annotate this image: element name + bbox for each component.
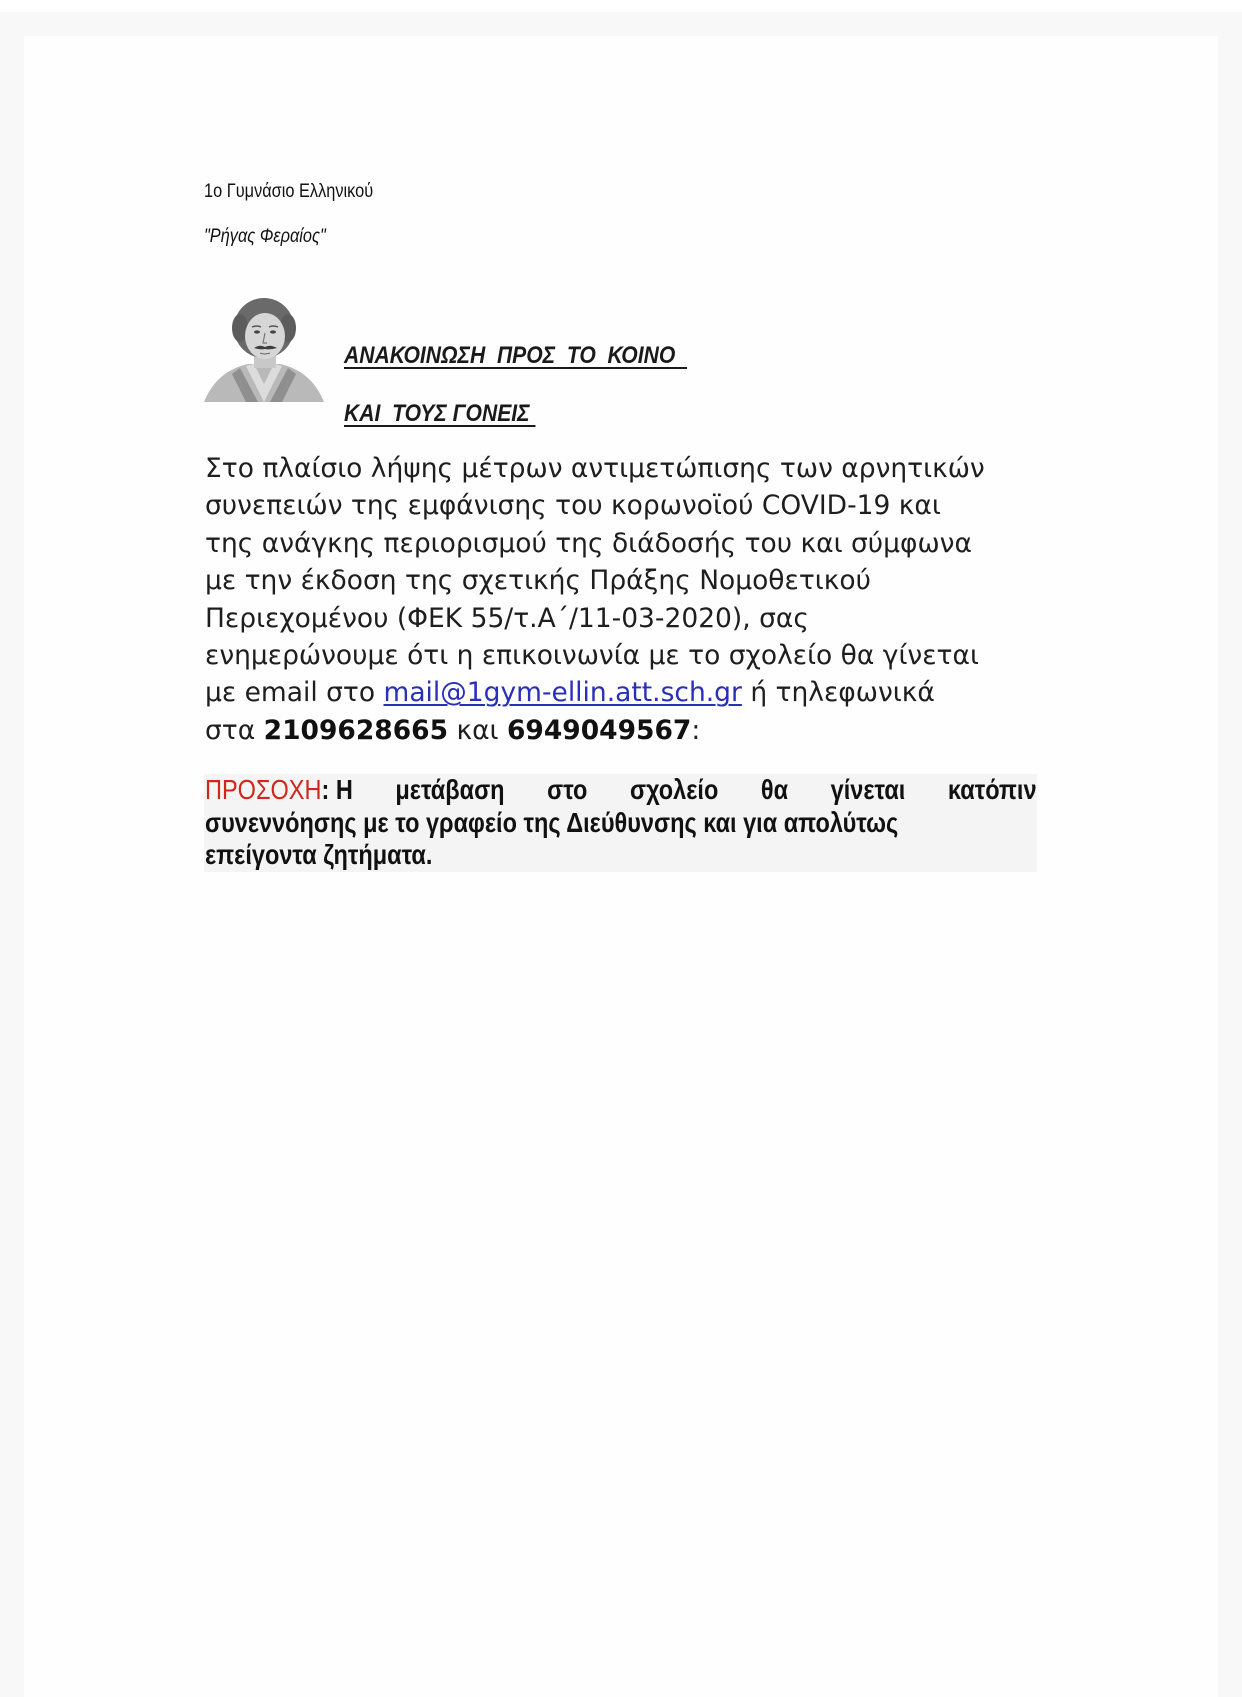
warning-line-2: συνεννόησης με το γραφείο της Διεύθυνσης και για απολύτως [205,806,899,838]
warning-line-1 [205,774,1037,807]
warning-label: ΠΡΟΣΟΧΗ [205,774,322,805]
warning-word: θα [760,774,789,805]
warning-text [205,774,1037,872]
warning-word: σχολείο [630,774,719,805]
warning-word: στο [547,774,588,805]
phones-prefix: στα [205,714,264,746]
phone-number-landline: 2109628665 [263,714,449,746]
school-name: 1ο Γυμνάσιο Ελληνικού [204,181,374,202]
email-link[interactable]: mail@1gym-ellin.att.sch.gr [383,677,742,709]
announcement-title-line-1: ΑΝΑΚΟΙΝΩΣΗ ΠΡΟΣ ΤΟ ΚΟΙΝΟ [344,342,687,369]
body-line: Στο πλαίσιο λήψης μέτρων αντιμετώπισης των αρνητικών [205,453,985,484]
body-line-email [205,674,1025,711]
portrait-engraving-icon [200,294,328,404]
email-suffix: ή τηλεφωνικά [741,677,935,709]
phones-suffix: : [691,714,701,746]
warning-word: μετάβαση [395,774,505,805]
warning-word: κατόπιν [947,774,1037,805]
phone-number-mobile: 6949049567 [506,714,692,746]
viewer-top-strip [0,0,1242,12]
phones-conjunction: και [448,714,507,746]
warning-line-3: επείγοντα ζητήματα. [205,839,433,870]
document-page [24,36,1218,1697]
body-line: της ανάγκης περιορισμού της διάδοσής του και σύμφωνα [205,527,972,559]
announcement-title-line-2: ΚΑΙ ΤΟΥΣ ΓΟΝΕΙΣ [344,400,536,427]
warning-word: γίνεται [830,774,906,805]
warning-word: : Η [321,774,353,805]
body-line: με την έκδοση της σχετικής Πράξης Νομοθετικού [205,565,871,597]
body-line-phones [205,712,1025,749]
body-line: συνεπειών της εμφάνισης του κορωνοϊού COVID-19 και [205,490,941,522]
body-line: ενημερώνουμε ότι η επικοινωνία με το σχολείο θα γίνεται [205,640,979,672]
school-motto: "Ρήγας Φεραίος" [204,226,326,247]
email-prefix: με email στο [205,677,384,709]
announcement-body [205,450,1025,749]
body-line: Περιεχομένου (ΦΕΚ 55/τ.Α΄/11-03-2020), σας [205,602,809,634]
warning-lead [205,774,353,807]
